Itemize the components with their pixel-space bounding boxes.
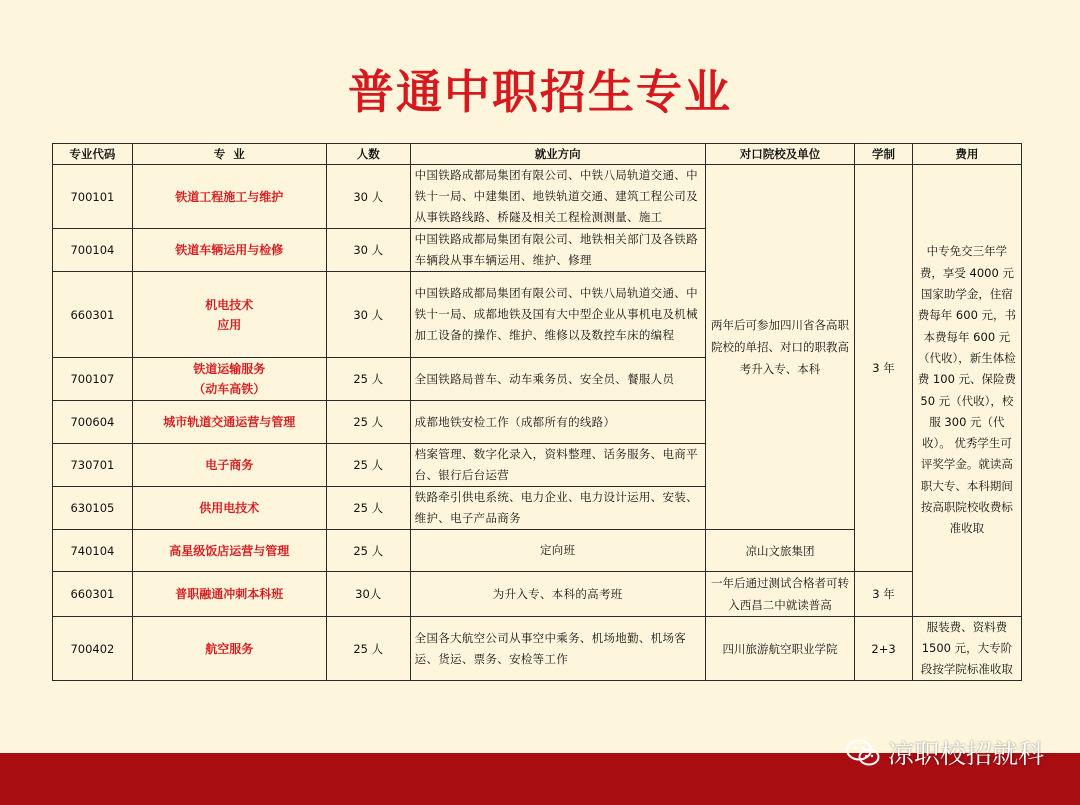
years: 3 年 [855, 572, 913, 617]
career-direction: 全国各大航空公司从事空中乘务、机场地勤、机场客运、货运、票务、安检等工作 [410, 617, 705, 681]
enrollment-table [52, 143, 1022, 681]
career-direction: 成都地铁安检工作（成都所有的线路） [410, 401, 705, 444]
major-name: 城市轨道交通运营与管理 [132, 401, 326, 444]
major-code: 630105 [53, 487, 133, 530]
major-code: 700107 [53, 358, 133, 401]
header-school: 对口院校及单位 [705, 144, 855, 165]
years: 2+3 [855, 617, 913, 681]
major-name: 铁道工程施工与维护 [132, 165, 326, 229]
partner-school: 一年后通过测试合格者可转入西昌二中就读普高 [705, 572, 855, 617]
major-name: 供用电技术 [132, 487, 326, 530]
career-direction: 中国铁路成都局集团有限公司、地铁相关部门及各铁路车辆段从事车辆运用、维护、修理 [410, 229, 705, 272]
major-name: 铁道车辆运用与检修 [132, 229, 326, 272]
enrollment-count: 25 人 [326, 444, 410, 487]
header-major: 专 业 [132, 144, 326, 165]
major-code: 700402 [53, 617, 133, 681]
career-direction: 全国铁路局普车、动车乘务员、安全员、餐服人员 [410, 358, 705, 401]
fees: 服装费、资料费 1500 元，大专阶段按学院标准收取 [912, 617, 1021, 681]
major-code: 660301 [53, 272, 133, 358]
table-row [53, 165, 1022, 229]
career-direction: 中国铁路成都局集团有限公司、中铁八局轨道交通、中铁十一局、中建集团、地铁轨道交通、建筑工程公司及从事铁路线路、桥隧及相关工程检测测量、施工 [410, 165, 705, 229]
major-name: 电子商务 [132, 444, 326, 487]
major-code: 700104 [53, 229, 133, 272]
major-name-line2: （动车高铁） [193, 382, 266, 396]
header-years: 学制 [855, 144, 913, 165]
career-direction: 为升入专、本科的高考班 [410, 572, 705, 617]
career-direction: 档案管理、数字化录入，资料整理、话务服务、电商平台、银行后台运营 [410, 444, 705, 487]
fees-merged: 中专免交三年学费，享受 4000 元国家助学金，住宿费每年 600 元，书本费每年 600 元（代收），新生体检费 100 元、保险费 50 元（代收），校服 300 元（代收）。 优秀学生可评奖学金。就读高职大专、本科期间按高职院校收费标准收取 [912, 165, 1021, 617]
table-row [53, 617, 1022, 681]
enrollment-count: 30 人 [326, 229, 410, 272]
wechat-icon [846, 739, 880, 767]
major-name-line2: 应用 [217, 317, 242, 332]
partner-school: 四川旅游航空职业学院 [705, 617, 855, 681]
header-fees: 费用 [912, 144, 1021, 165]
enrollment-count: 25 人 [326, 487, 410, 530]
page-title: 普通中职招生专业 [348, 65, 732, 119]
table-header-row [53, 144, 1022, 165]
enrollment-count: 25 人 [326, 401, 410, 444]
header-count: 人数 [326, 144, 410, 165]
major-code: 660301 [53, 572, 133, 617]
major-name: 航空服务 [132, 617, 326, 681]
partner-school-merged: 两年后可参加四川省各高职院校的单招、对口的职教高考升入专、本科 [705, 165, 855, 530]
partner-school: 凉山文旅集团 [705, 530, 855, 572]
career-direction: 铁路牵引供电系统、电力企业、电力设计运用、安装、维护、电子产品商务 [410, 487, 705, 530]
career-direction: 中国铁路成都局集团有限公司、中铁八局轨道交通、中铁十一局、成都地铁及国有大中型企业从事机电及机械加工设备的操作、维护、维修以及数控车床的编程 [410, 272, 705, 358]
enrollment-count: 25 人 [326, 617, 410, 681]
header-code: 专业代码 [53, 144, 133, 165]
years-merged: 3 年 [855, 165, 913, 572]
watermark [846, 734, 1044, 771]
header-career: 就业方向 [410, 144, 705, 165]
enrollment-count: 30 人 [326, 272, 410, 358]
enrollment-count: 30人 [326, 572, 410, 617]
major-name-line1: 机电技术 [205, 297, 254, 312]
major-code: 730701 [53, 444, 133, 487]
enrollment-count: 30 人 [326, 165, 410, 229]
major-name-line1: 铁道运输服务 [193, 362, 266, 376]
watermark-text: 凉职校招就科 [887, 740, 1044, 770]
table-row [53, 572, 1022, 617]
major-name [132, 272, 326, 358]
enrollment-count: 25 人 [326, 358, 410, 401]
enrollment-count: 25 人 [326, 530, 410, 572]
major-name: 高星级饭店运营与管理 [132, 530, 326, 572]
major-name: 普职融通冲刺本科班 [132, 572, 326, 617]
major-code: 740104 [53, 530, 133, 572]
major-name [132, 358, 326, 401]
major-code: 700604 [53, 401, 133, 444]
major-code: 700101 [53, 165, 133, 229]
career-direction: 定向班 [410, 530, 705, 572]
